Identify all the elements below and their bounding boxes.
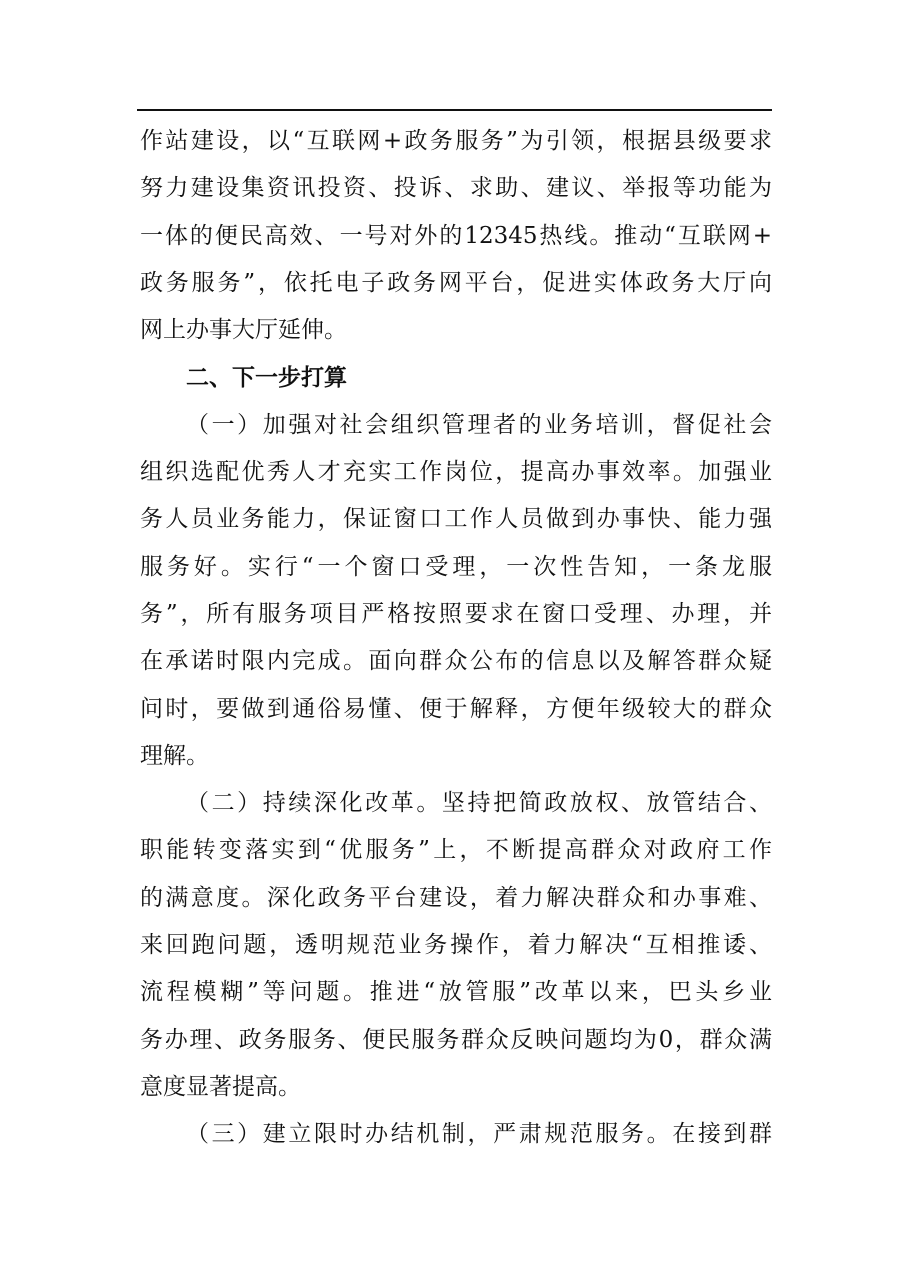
paragraph-line: 务人员业务能力，保证窗口工作人员做到办事快、能力强 [140,506,772,533]
paragraph-line: 理解。 [140,742,209,769]
paragraph-line: （二）持续深化改革。坚持把简政放权、放管结合、 [186,790,772,817]
paragraph-line: 务办理、政务服务、便民服务群众反映问题均为0，群众满 [140,1026,772,1053]
paragraph-line: 职能转变落实到“优服务”上，不断提高群众对政府工作 [140,837,772,864]
paragraph-line: 流程模糊”等问题。推进“放管服”改革以来，巴头乡业 [140,979,772,1006]
paragraph-line: 作站建设，以“互联网+政务服务”为引领，根据县级要求 [140,128,772,154]
paragraph [140,780,772,1111]
paragraph-line: 的满意度。深化政务平台建设，着力解决群众和办事难、 [140,884,772,911]
paragraph-line: 意度显著提高。 [140,1073,301,1100]
paragraph-line: 组织选配优秀人才充实工作岗位，提高办事效率。加强业 [140,459,772,486]
paragraph [140,1111,772,1158]
header-rule [137,109,772,111]
paragraph-line: 努力建设集资讯投资、投诉、求助、建议、举报等功能为 [140,175,772,202]
paragraph-line: 来回跑问题，透明规范业务操作，着力解决“互相推诿、 [140,932,772,959]
paragraph-line: 服务好。实行“一个窗口受理，一次性告知，一条龙服 [140,553,772,580]
paragraph [140,118,772,354]
section-heading: 二、下一步打算 [186,364,347,392]
document-body [140,118,772,1159]
paragraph-line: 在承诺时限内完成。面向群众公布的信息以及解答群众疑 [140,648,772,675]
paragraph-line: 问时，要做到通俗易懂、便于解释，方便年级较大的群众 [140,695,772,722]
paragraph-line: 一体的便民高效、一号对外的12345热线。推动“互联网+ [140,222,772,249]
paragraph-line: 务”，所有服务项目严格按照要求在窗口受理、办理，并 [140,600,772,627]
paragraph-line: 政务服务”，依托电子政务网平台，促进实体政务大厅向 [140,269,772,296]
paragraph-line: （一）加强对社会组织管理者的业务培训，督促社会 [186,411,772,438]
paragraph [140,402,772,780]
paragraph-line: （三）建立限时办结机制，严肃规范服务。在接到群 [186,1121,772,1148]
paragraph-line: 网上办事大厅延伸。 [140,317,347,344]
